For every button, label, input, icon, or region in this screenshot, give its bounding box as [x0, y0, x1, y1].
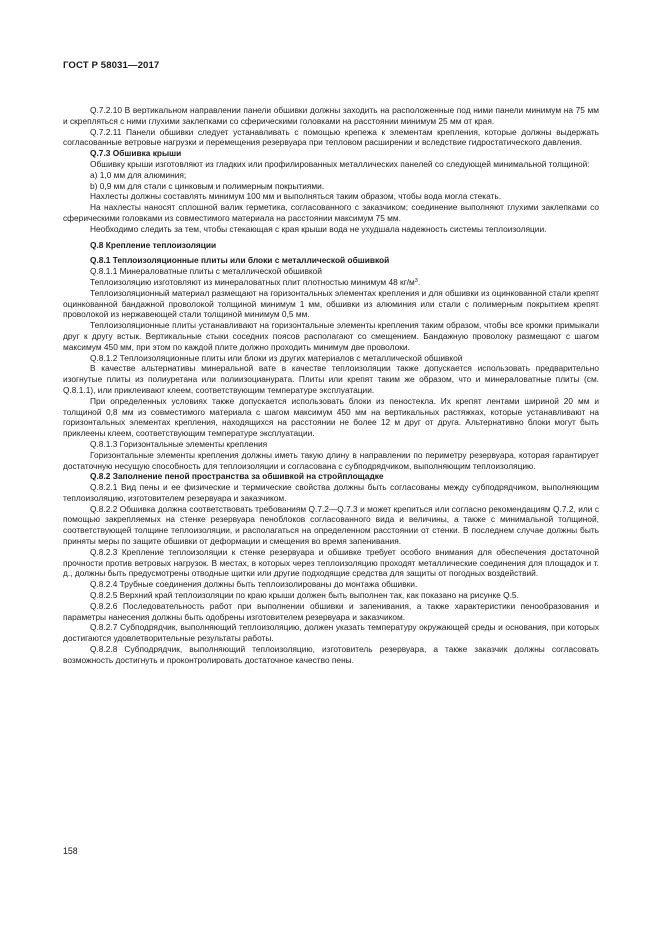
paragraph-foam-glass: При определенных условиях также допускается использовать блоки из пеностекла. Их крепят лентами шириной 20 мм и толщиной 0,8 мм из совместимого материала с шагом максимум 450 мм на вертикальных растяжках, которые устанавливают на горизонтальных элементах крепления, находящихся на расстоянии не более 12 м друг от друга. Альтернативно блоки могут быть приклеены клеем, соответствующим температуре эксплуатации. — [63, 395, 599, 439]
page-body — [63, 105, 599, 666]
paragraph-installation: Теплоизоляционные плиты устанавливают на горизонтальные элементы крепления таким образом, чтобы все кромки примыкали друг к другу встык. Вертикальные стыки соседних поясов располагают со смещением. Бандажную проволоку размещают с шагом максимум 450 мм, при этом по каждой плите должно проходить минимум две проволоки. — [63, 320, 599, 352]
paragraph-overlaps: Нахлесты должны составлять минимум 100 мм и выполняться таким образом, чтобы вода могла стекать. — [90, 191, 502, 202]
paragraph-q-7-2-10: Q.7.2.10 В вертикальном направлении панели обшивки должны заходить на расположенные под ними панели минимум на 75 мм и скрепляться с ними глухими заклепками со сферическими головками на расстоянии минимум 25 мм от края. — [63, 105, 599, 126]
subheading-q-8-1-2: Q.8.1.2 Теплоизоляционные плиты или блоки из других материалов с металлической обшивкой — [90, 352, 463, 363]
density-text: Теплоизоляцию изготовляют из минераловатных плит плотностью минимум 48 кг/м — [90, 276, 415, 287]
paragraph-q-7-2-11: Q.7.2.11 Панели обшивки следует устанавливать с помощью крепежа к элементам крепления, которые должны выдержать согласованные ветровые нагрузки и перемещения резервуара при тепловом расширении и вследствие гидростатического давления. — [63, 126, 599, 148]
paragraph-q-8-2-4: Q.8.2.4 Трубные соединения должны быть теплоизолированы до монтажа обшивки. — [90, 579, 418, 590]
paragraph-q-8-2-1: Q.8.2.1 Вид пены и ее физические и термические свойства должны быть согласованы между субподрядчиком, выполняющим теплоизоляцию, изготовителем резервуара и заказчиком. — [63, 482, 599, 503]
paragraph-placement: Теплоизоляционный материал размещают на горизонтальных элементах крепления и для обшивки из оцинкованной стали крепят оцинкованной бандажной проволокой толщиной минимум 1 мм, обшивки из алюминия или стали с полимерным покрытием крепят проволокой из нержавеющей стали толщиной минимум 0,5 мм. — [63, 287, 599, 320]
subheading-q-8-1-1: Q.8.1.1 Минераловатные плиты с металлической обшивкой — [90, 266, 322, 277]
list-item-b: b) 0,9 мм для стали с цинковым и полимерным покрытиями. — [90, 180, 325, 191]
subheading-q-8-1-3: Q.8.1.3 Горизонтальные элементы крепления — [90, 438, 268, 449]
density-tail: . — [417, 276, 421, 287]
heading-q-8-2: Q.8.2 Заполнение пеной пространства за обшивкой на стройплощадке — [90, 471, 384, 482]
paragraph-q-8-2-8: Q.8.2.8 Субподрядчик, выполняющий теплоизоляцию, изготовитель резервуара, а также заказчик должны согласовать возможность достигнуть и проконтролировать достаточное качество пены. — [63, 644, 599, 665]
standard-code-header: ГОСТ Р 58031—2017 — [63, 60, 160, 71]
paragraph-water-runoff: Необходимо следить за тем, чтобы стекающая с края крыши вода не ухудшала надежность системы теплоизоляции. — [90, 223, 547, 234]
paragraph-horizontal-elements: Горизонтальные элементы крепления должны иметь такую длину в направлении по периметру резервуара, которая гарантирует достаточную несущую способность для теплоизоляции и согласована с субподрядчиком, выполняющим теплоизоляцию. — [63, 449, 599, 471]
paragraph-q-8-2-2: Q.8.2.2 Обшивка должна соответствовать требованиям Q.7.2—Q.7.3 и может крепиться или согласно рекомендациям Q.7.2, или с помощью закрепляемых на стенке резервуара пеноблоков согласованного вида и величины, а также с минимальной толщиной, соответствующей толщине теплоизоляции, и располагаться на определенном расстоянии от стенки. В последнем случае должны быть приняты меры по защите обшивки от деформации и смещения во время запенивания. — [63, 503, 599, 547]
page-number: 158 — [63, 846, 78, 856]
paragraph-roof-cladding-intro: Обшивку крыши изготовляют из гладких или профилированных металлических панелей со следующей минимальной толщиной: — [90, 158, 590, 169]
list-item-a: а) 1,0 мм для алюминия; — [90, 169, 187, 180]
paragraph-q-8-2-5: Q.8.2.5 Верхний край теплоизоляции по краю крыши должен быть выполнен так, как показано на рисунке Q.5. — [90, 590, 519, 601]
paragraph-q-8-2-3: Q.8.2.3 Крепление теплоизоляции к стенке резервуара и обшивке требует особого внимания для обеспечения достаточной прочности против ветровых нагрузок. В местах, в которых через теплоизоляцию проходят металлические соединения для площадок и т. д., должны быть предусмотрены отводные щитки или другие подходящие средства для защиты от погодных воздействий. — [63, 546, 599, 579]
paragraph-q-8-2-6: Q.8.2.6 Последовательность работ при выполнении обшивки и запенивания, а также характеристики пенообразования и параметры нанесения должны быть одобрены изготовителем резервуара и заказчиком. — [63, 600, 599, 622]
heading-q-8-1: Q.8.1 Теплоизоляционные плиты или блоки с металлической обшивкой — [90, 255, 390, 266]
heading-q-7-3: Q.7.3 Обшивка крыши — [90, 148, 182, 159]
paragraph-q-8-2-7: Q.8.2.7 Субподрядчик, выполняющий теплоизоляцию, должен указать температуру окружающей среды и основания, при которых достигаются удовлетворительные результаты работы. — [63, 622, 599, 644]
density-superscript: 3 — [414, 277, 418, 284]
paragraph-sealant: На нахлесты наносят сплошной валик герметика, согласованного с заказчиком; соединение выполняют глухими заклепками со сферическими головками из совместимого материала на расстоянии максимум 75 мм. — [63, 202, 599, 223]
heading-q-8: Q.8 Крепление теплоизоляции — [90, 239, 217, 250]
paragraph-alternative: В качестве альтернативы минеральной вате в качестве теплоизоляции также допускается использовать предварительно изогнутые плиты из полиуретана или полиизоцианурата. Плиты или крепят таким же образом, что и минераловатные плиты (см. Q.8.1.1), или приклеивают клеем, соответствующим температуре эксплуатации. — [63, 363, 599, 395]
paragraph-density — [63, 277, 599, 288]
